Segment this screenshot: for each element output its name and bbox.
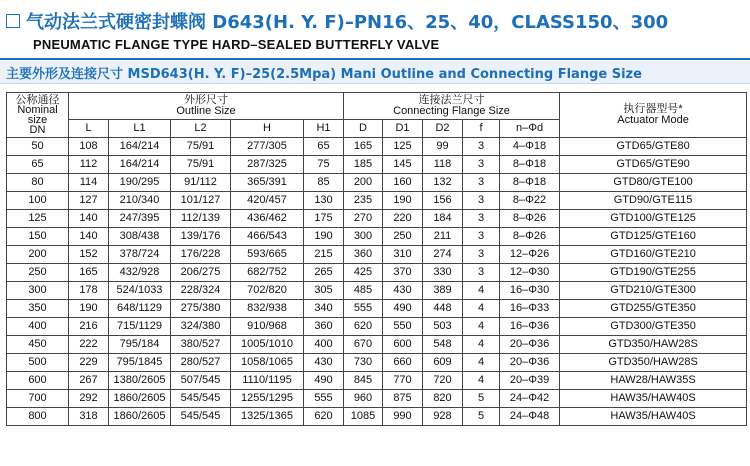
table-row [7,138,747,156]
table-cell: 175 [304,210,344,228]
table-cell: 215 [304,246,344,264]
table-cell: 267 [69,372,109,390]
table-cell: 152 [69,246,109,264]
table-cell: 425 [344,264,383,282]
table-cell: 340 [304,300,344,318]
table-cell: 200 [344,174,383,192]
table-cell: 277/305 [231,138,304,156]
table-cell: 820 [423,390,463,408]
table-cell: GTD65/GTE80 [560,138,747,156]
table-row [7,246,747,264]
table-cell: 1005/1010 [231,336,304,354]
table-cell: 770 [383,372,423,390]
table-cell: 139/176 [171,228,231,246]
table-row [7,372,747,390]
table-cell: 150 [7,228,69,246]
table-row [7,156,747,174]
table-row [7,192,747,210]
table-cell: 702/820 [231,282,304,300]
table-cell: 200 [7,246,69,264]
column-header: D [344,120,383,138]
table-cell: GTD65/GTE90 [560,156,747,174]
table-cell: 609 [423,354,463,372]
header-nominal-en: Nominal [17,104,58,116]
table-cell: 600 [383,336,423,354]
table-cell: 3 [463,246,500,264]
table-cell: 3 [463,228,500,246]
table-cell: GTD160/GTE210 [560,246,747,264]
table-cell: 190/295 [109,174,171,192]
table-cell: 1110/1195 [231,372,304,390]
table-cell: 101/127 [171,192,231,210]
table-cell: 210/340 [109,192,171,210]
table-cell: 164/214 [109,138,171,156]
table-cell: 165 [344,138,383,156]
table-cell: 125 [383,138,423,156]
table-cell: GTD300/GTE350 [560,318,747,336]
table-cell: 910/968 [231,318,304,336]
table-cell: 190 [304,228,344,246]
table-cell: 118 [423,156,463,174]
table-cell: 308/438 [109,228,171,246]
table-cell: 5 [463,408,500,426]
table-cell: 350 [7,300,69,318]
title-cn-text: 气动法兰式硬密封蝶阀 D643(H. Y. F)–PN16、25、40，CLASS150、300 [26,12,669,33]
table-cell: 16–Φ30 [500,282,560,300]
table-cell: 130 [304,192,344,210]
table-cell: 176/228 [171,246,231,264]
table-cell: 430 [383,282,423,300]
table-cell: 490 [304,372,344,390]
table-cell: 800 [7,408,69,426]
header-outline-en: Outline Size [176,105,236,117]
table-cell: 4 [463,336,500,354]
table-cell: 548 [423,336,463,354]
table-row [7,264,747,282]
table-row [7,390,747,408]
table-body [7,138,747,426]
table-cell: 3 [463,192,500,210]
table-cell: 165 [69,264,109,282]
table-cell: 960 [344,390,383,408]
table-row [7,354,747,372]
table-cell: 16–Φ36 [500,318,560,336]
table-cell: 140 [69,228,109,246]
table-row [7,318,747,336]
table-cell: 12–Φ26 [500,246,560,264]
table-cell: 112 [69,156,109,174]
table-cell: 990 [383,408,423,426]
table-cell: 1255/1295 [231,390,304,408]
table-cell: GTD210/GTE300 [560,282,747,300]
header-actuator-en: Actuator Mode [617,114,689,126]
table-cell: 24–Φ42 [500,390,560,408]
table-cell: 4 [463,300,500,318]
header-outline-cn: 外形尺寸 [184,94,228,106]
table-cell: 75/91 [171,156,231,174]
column-header: H1 [304,120,344,138]
header-nominal-cn: 公称通径 [15,94,60,106]
header-nominal-size-word: size [27,114,48,126]
table-cell: 1380/2605 [109,372,171,390]
column-header: L [69,120,109,138]
table-cell: 65 [304,138,344,156]
table-row [7,408,747,426]
table-cell: 274 [423,246,463,264]
table-cell: 125 [7,210,69,228]
table-cell: 600 [7,372,69,390]
spec-table [6,92,747,426]
table-cell: 5 [463,390,500,408]
table-cell: GTD255/GTE350 [560,300,747,318]
table-cell: 250 [383,228,423,246]
table-cell: 436/462 [231,210,304,228]
table-cell: GTD125/GTE160 [560,228,747,246]
table-cell: 928 [423,408,463,426]
table-cell: 100 [7,192,69,210]
header-nominal-size [7,93,69,138]
table-cell: 85 [304,174,344,192]
table-cell: 91/112 [171,174,231,192]
table-cell: 20–Φ39 [500,372,560,390]
table-cell: 450 [7,336,69,354]
table-row [7,282,747,300]
table-cell: 265 [304,264,344,282]
column-header: D2 [423,120,463,138]
table-cell: 448 [423,300,463,318]
table-cell: 490 [383,300,423,318]
table-cell: 112/139 [171,210,231,228]
table-cell: 330 [423,264,463,282]
table-cell: HAW35/HAW40S [560,390,747,408]
table-cell: 8–Φ26 [500,228,560,246]
table-cell: 216 [69,318,109,336]
table-cell: 795/184 [109,336,171,354]
section-header [0,61,750,84]
table-cell: 275/380 [171,300,231,318]
table-cell: GTD350/HAW28S [560,354,747,372]
table-cell: 3 [463,264,500,282]
table-cell: 1860/2605 [109,408,171,426]
table-cell: 730 [344,354,383,372]
table-cell: 65 [7,156,69,174]
table-cell: 360 [304,318,344,336]
table-cell: 1085 [344,408,383,426]
table-cell: 178 [69,282,109,300]
table-cell: 292 [69,390,109,408]
table-cell: 211 [423,228,463,246]
table-cell: 3 [463,138,500,156]
table-cell: 620 [304,408,344,426]
table-row [7,210,747,228]
table-cell: 140 [69,210,109,228]
table-cell: 114 [69,174,109,192]
table-cell: 370 [383,264,423,282]
table-cell: 380/527 [171,336,231,354]
table-cell: 555 [344,300,383,318]
table-cell: 648/1129 [109,300,171,318]
table-cell: 524/1033 [109,282,171,300]
table-cell: 300 [7,282,69,300]
table-cell: 4 [463,318,500,336]
table-cell: 190 [383,192,423,210]
header-connect-en: Connecting Flange Size [393,105,510,117]
table-cell: 318 [69,408,109,426]
table-cell: 190 [69,300,109,318]
table-cell: 555 [304,390,344,408]
table-cell: 660 [383,354,423,372]
table-cell: 8–Φ18 [500,156,560,174]
table-cell: 132 [423,174,463,192]
table-row [7,228,747,246]
table-cell: 75 [304,156,344,174]
table-cell: 20–Φ36 [500,336,560,354]
table-row [7,336,747,354]
page-subtitle-english: PNEUMATIC FLANGE TYPE HARD–SEALED BUTTERFLY VALVE [33,37,440,52]
table-cell: 80 [7,174,69,192]
table-cell: 360 [344,246,383,264]
table-cell: HAW28/HAW35S [560,372,747,390]
table-cell: GTD90/GTE115 [560,192,747,210]
table-cell: 845 [344,372,383,390]
table-cell: 670 [344,336,383,354]
column-header: L1 [109,120,171,138]
table-cell: 247/395 [109,210,171,228]
table-cell: 400 [7,318,69,336]
table-cell: 720 [423,372,463,390]
column-header: n–Φd [500,120,560,138]
table-cell: 550 [383,318,423,336]
table-cell: 1058/1065 [231,354,304,372]
table-header [7,93,747,138]
table-cell: 715/1129 [109,318,171,336]
table-cell: 287/325 [231,156,304,174]
table-cell: 500 [7,354,69,372]
table-cell: HAW35/HAW40S [560,408,747,426]
table-cell: 378/724 [109,246,171,264]
table-cell: 420/457 [231,192,304,210]
table-cell: 164/214 [109,156,171,174]
table-cell: 145 [383,156,423,174]
section-header-text: 主要外形及连接尺寸 MSD643(H. Y. F)–25(2.5Mpa) Mani Outline and Connecting Flange Size [6,67,642,82]
table-cell: 16–Φ33 [500,300,560,318]
table-cell: 324/380 [171,318,231,336]
table-cell: 8–Φ22 [500,192,560,210]
table-cell: 4 [463,354,500,372]
table-cell: 250 [7,264,69,282]
table-cell: 228/324 [171,282,231,300]
table-cell: 108 [69,138,109,156]
table-cell: 12–Φ30 [500,264,560,282]
header-connect-cn: 连接法兰尺寸 [418,94,485,106]
table-cell: 593/665 [231,246,304,264]
table-cell: 75/91 [171,138,231,156]
table-cell: 220 [383,210,423,228]
table-cell: 156 [423,192,463,210]
table-row [7,300,747,318]
table-cell: 1860/2605 [109,390,171,408]
table-cell: 795/1845 [109,354,171,372]
page-title [6,8,668,34]
header-outline-size [69,93,344,120]
table-cell: 3 [463,174,500,192]
table-cell: 4 [463,372,500,390]
table-cell: 280/527 [171,354,231,372]
table-cell: 222 [69,336,109,354]
header-actuator-mode [560,93,747,138]
table-cell: GTD350/HAW28S [560,336,747,354]
table-cell: 8–Φ26 [500,210,560,228]
table-cell: 432/928 [109,264,171,282]
column-header: f [463,120,500,138]
table-cell: 545/545 [171,408,231,426]
table-cell: 507/545 [171,372,231,390]
table-row [7,174,747,192]
title-divider [0,58,750,60]
table-cell: 365/391 [231,174,304,192]
table-cell: 832/938 [231,300,304,318]
table-cell: 50 [7,138,69,156]
table-cell: 99 [423,138,463,156]
table-cell: GTD190/GTE255 [560,264,747,282]
table-cell: 1325/1365 [231,408,304,426]
column-header: L2 [171,120,231,138]
table-cell: 3 [463,156,500,174]
table-cell: 8–Φ18 [500,174,560,192]
table-cell: 620 [344,318,383,336]
table-cell: 875 [383,390,423,408]
table-cell: 682/752 [231,264,304,282]
table-cell: 229 [69,354,109,372]
table-cell: GTD100/GTE125 [560,210,747,228]
table-cell: 235 [344,192,383,210]
table-cell: 127 [69,192,109,210]
table-cell: 20–Φ36 [500,354,560,372]
table-cell: 466/543 [231,228,304,246]
table-cell: 185 [344,156,383,174]
table-cell: 545/545 [171,390,231,408]
column-header: D1 [383,120,423,138]
table-cell: 310 [383,246,423,264]
checkbox-square-icon [6,14,20,28]
column-header: H [231,120,304,138]
table-cell: 270 [344,210,383,228]
table-cell: 400 [304,336,344,354]
table-cell: 389 [423,282,463,300]
header-actuator-cn: 执行器型号* [623,103,683,115]
table-cell: 206/275 [171,264,231,282]
table-cell: 700 [7,390,69,408]
table-cell: 4–Φ18 [500,138,560,156]
header-nominal-dn: DN [29,124,46,136]
table-cell: 503 [423,318,463,336]
header-connecting-flange-size [344,93,560,120]
table-cell: 485 [344,282,383,300]
table-cell: GTD80/GTE100 [560,174,747,192]
table-cell: 305 [304,282,344,300]
table-cell: 160 [383,174,423,192]
table-cell: 184 [423,210,463,228]
table-cell: 4 [463,282,500,300]
table-cell: 430 [304,354,344,372]
table-cell: 3 [463,210,500,228]
table-cell: 300 [344,228,383,246]
table-cell: 24–Φ48 [500,408,560,426]
